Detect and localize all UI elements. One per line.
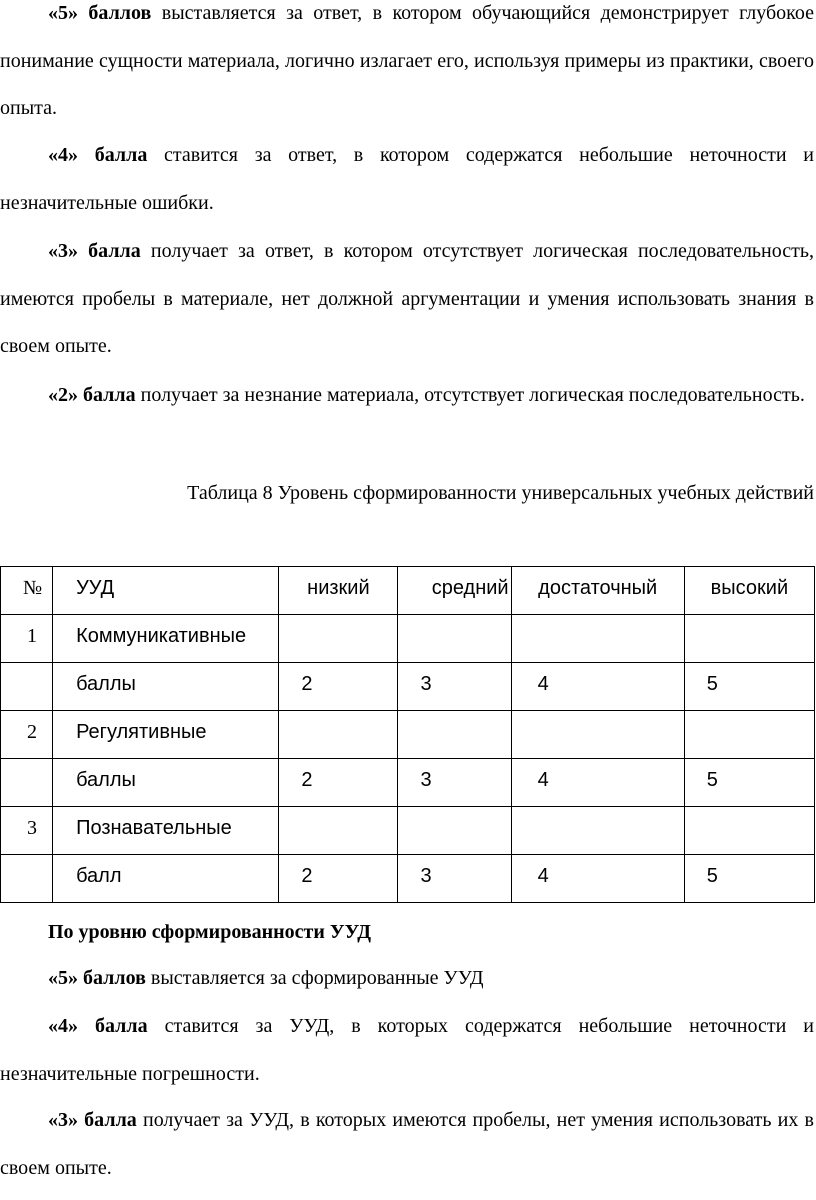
table-row xyxy=(1,855,815,903)
row-number: 3 xyxy=(1,807,53,855)
row-number: 2 xyxy=(1,711,53,759)
table-row xyxy=(1,663,815,711)
value-sufficient: 4 xyxy=(511,759,684,807)
value-medium: 3 xyxy=(398,663,511,711)
row-number xyxy=(1,759,53,807)
paragraph-grade-5 xyxy=(0,0,814,133)
table-row xyxy=(1,711,815,759)
paragraph-text: получает за УУД, в которых имеются пробелы, нет умения использовать их в своем опыте. xyxy=(0,1109,814,1179)
paragraph-text: ставится за УУД, в которых содержатся небольшие неточности и незначительные погрешности. xyxy=(0,1015,814,1085)
paragraph-text: получает за ответ, в котором отсутствует логическая последовательность, имеются пробелы в материале, нет должной аргументации и умения использовать знания в своем опыте. xyxy=(0,240,814,357)
row-name: балл xyxy=(53,855,279,903)
value-high: 5 xyxy=(684,759,814,807)
value-high: 5 xyxy=(684,663,814,711)
value-low xyxy=(279,807,398,855)
value-low: 2 xyxy=(279,759,398,807)
value-sufficient xyxy=(511,807,684,855)
paragraph-text: получает за незнание материала, отсутствует логическая последовательность. xyxy=(135,384,805,406)
value-low: 2 xyxy=(279,663,398,711)
value-medium: 3 xyxy=(398,759,511,807)
header-high: высокий xyxy=(684,567,814,615)
header-low: низкий xyxy=(279,567,398,615)
value-medium xyxy=(398,807,511,855)
paragraph-text: ставится за ответ, в котором содержатся небольшие неточности и незначительные ошибки. xyxy=(0,144,814,214)
uud-table xyxy=(0,566,815,903)
value-sufficient: 4 xyxy=(511,663,684,711)
paragraph-grade-2 xyxy=(0,372,814,420)
header-number: № xyxy=(1,567,53,615)
grade-label: «5» баллов xyxy=(48,2,152,24)
row-name: Регулятивные xyxy=(53,711,279,759)
value-high xyxy=(684,615,814,663)
paragraph-text: выставляется за сформированные УУД xyxy=(145,967,484,989)
value-sufficient xyxy=(511,615,684,663)
value-medium xyxy=(398,615,511,663)
row-name: баллы xyxy=(53,663,279,711)
table-header-row xyxy=(1,567,815,615)
grade-label: «4» балла xyxy=(48,1015,148,1037)
value-high: 5 xyxy=(684,855,814,903)
table-row xyxy=(1,615,815,663)
value-sufficient: 4 xyxy=(511,855,684,903)
grade-label: «3» балла xyxy=(48,1109,137,1131)
grade-label: «5» баллов xyxy=(48,967,146,989)
row-number xyxy=(1,663,53,711)
value-sufficient xyxy=(511,711,684,759)
grade-label: «2» балла xyxy=(48,384,136,406)
row-name: Коммуникативные xyxy=(53,615,279,663)
value-high xyxy=(684,807,814,855)
value-medium xyxy=(398,711,511,759)
paragraph-uud-grade-4 xyxy=(0,1003,814,1098)
table-row xyxy=(1,807,815,855)
value-medium: 3 xyxy=(398,855,511,903)
paragraph-uud-grade-3 xyxy=(0,1097,814,1192)
grade-label: «4» балла xyxy=(48,144,148,166)
section-heading: По уровню сформированности УУД xyxy=(48,921,371,943)
table-caption: Таблица 8 Уровень сформированности универсальных учебных действий xyxy=(187,482,814,504)
grade-label: «3» балла xyxy=(48,240,141,262)
value-low: 2 xyxy=(279,855,398,903)
value-low xyxy=(279,711,398,759)
value-low xyxy=(279,615,398,663)
table-row xyxy=(1,759,815,807)
row-number xyxy=(1,855,53,903)
row-name: баллы xyxy=(53,759,279,807)
value-high xyxy=(684,711,814,759)
row-number: 1 xyxy=(1,615,53,663)
header-medium: средний xyxy=(398,567,511,615)
row-name: Познавательные xyxy=(53,807,279,855)
header-sufficient: достаточный xyxy=(511,567,684,615)
header-uud: УУД xyxy=(53,567,279,615)
paragraph-grade-4 xyxy=(0,132,814,227)
paragraph-grade-3 xyxy=(0,228,814,371)
paragraph-text: выставляется за ответ, в котором обучающийся демонстрирует глубокое понимание сущности материала, логично излагает его, используя примеры из практики, своего опыта. xyxy=(0,2,815,119)
paragraph-uud-grade-5 xyxy=(0,955,814,1003)
